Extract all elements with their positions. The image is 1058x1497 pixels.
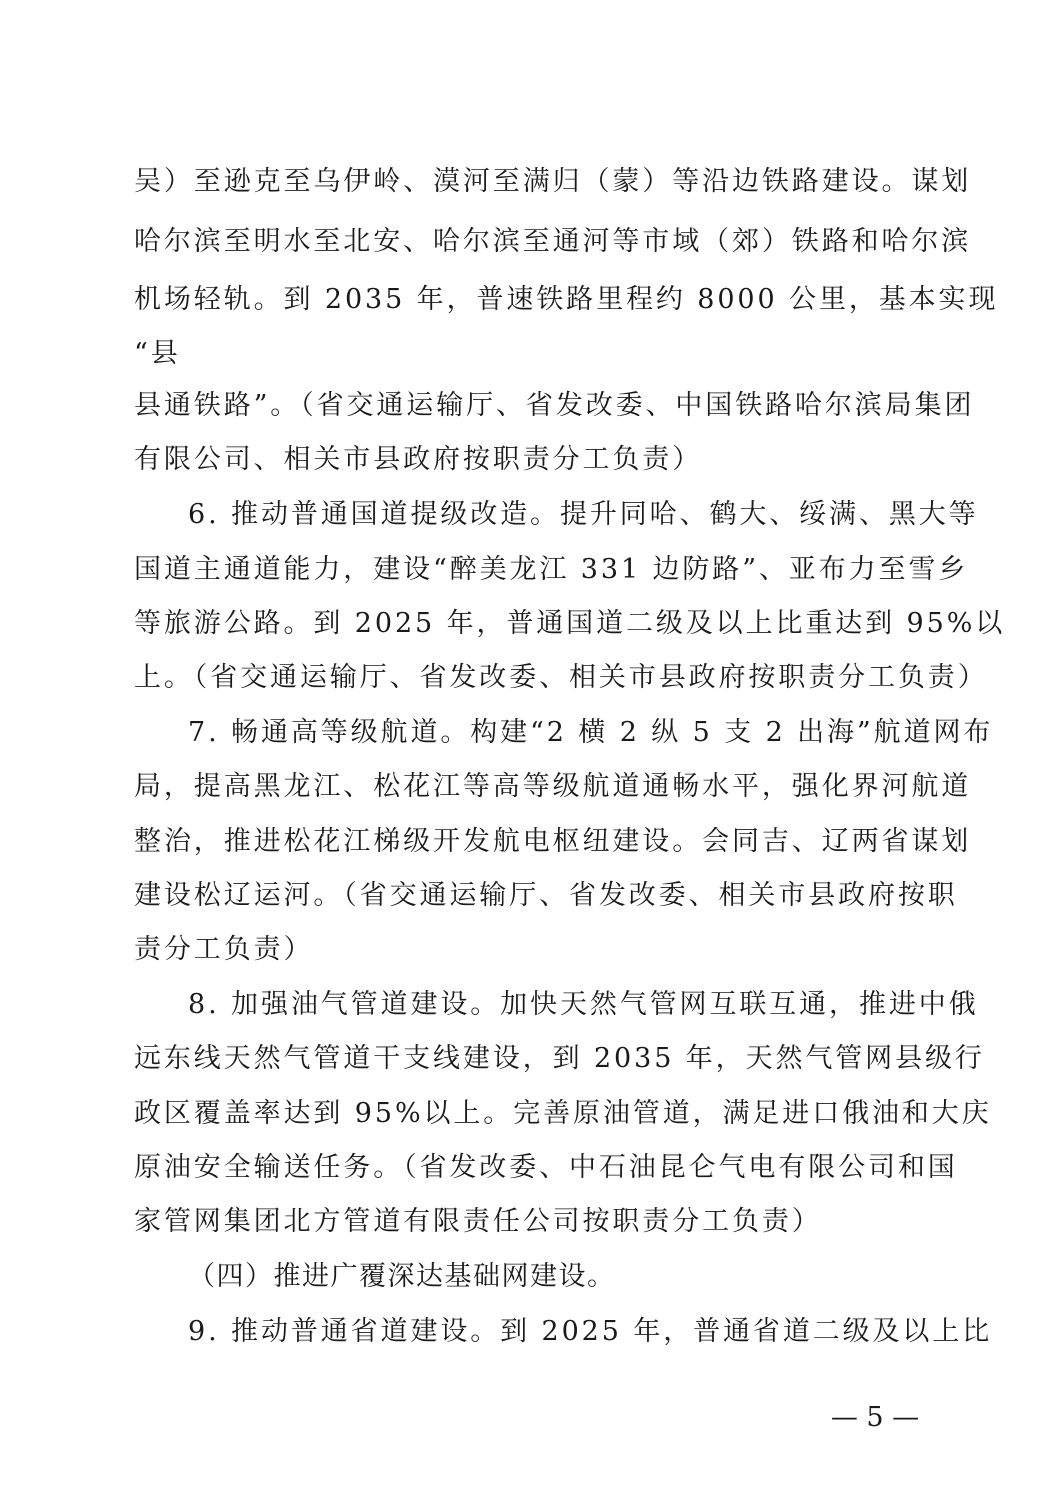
text-line: 家管网集团北方管道有限责任公司按职责分工负责） xyxy=(134,1206,822,1237)
text-line: 局，提高黑龙江、松花江等高等级航道通畅水平，强化界河航道 xyxy=(134,771,972,802)
text-line: 哈尔滨至明水至北安、哈尔滨至通河等市域（郊）铁路和哈尔滨 xyxy=(134,226,972,257)
text-line: 责分工负责） xyxy=(134,934,314,965)
text-line: 政区覆盖率达到 95%以上。完善原油管道，满足进口俄油和大庆 xyxy=(134,1098,992,1129)
text-line: 上。（省交通运输厅、省发改委、相关市县政府按职责分工负责） xyxy=(134,662,988,693)
paragraph-start-line: 6. 推动普通国道提级改造。提升同哈、鹤大、绥满、黑大等 xyxy=(188,499,979,530)
paragraph-start-line: 9. 推动普通省道建设。到 2025 年，普通省道二级及以上比 xyxy=(188,1316,993,1347)
text-line: 国道主通道能力，建设“醉美龙江 331 边防路”、亚布力至雪乡 xyxy=(134,554,969,585)
text-line: 县通铁路”。（省交通运输厅、省发改委、中国铁路哈尔滨局集团 xyxy=(134,390,975,421)
text-line: 建设松辽运河。（省交通运输厅、省发改委、相关市县政府按职 xyxy=(134,880,958,911)
text-line: 有限公司、相关市县政府按职责分工负责） xyxy=(134,444,703,475)
page-number: — 5 — xyxy=(830,1402,920,1433)
paragraph-start-line: 7. 畅通高等级航道。构建“2 横 2 纵 5 支 2 出海”航道网布 xyxy=(188,717,994,748)
text-line: 机场轻轨。到 2035 年，普速铁路里程约 8000 公里，基本实现 xyxy=(134,284,999,315)
text-line: 远东线天然气管道干支线建设，到 2035 年，天然气管网县级行 xyxy=(134,1043,985,1074)
text-line: “县 xyxy=(134,338,181,369)
text-line: 整治，推进松花江梯级开发航电枢纽建设。会同吉、辽两省谋划 xyxy=(134,826,972,857)
section-heading: （四）推进广覆深达基础网建设。 xyxy=(188,1261,616,1292)
paragraph-start-line: 8. 加强油气管道建设。加快天然气管网互联互通，推进中俄 xyxy=(188,989,979,1020)
text-line: 吴）至逊克至乌伊岭、漠河至满归（蒙）等沿边铁路建设。谋划 xyxy=(134,166,972,197)
text-line: 等旅游公路。到 2025 年，普通国道二级及以上比重达到 95%以 xyxy=(134,608,1006,639)
text-line: 原油安全输送任务。（省发改委、中石油昆仑气电有限公司和国 xyxy=(134,1152,958,1183)
